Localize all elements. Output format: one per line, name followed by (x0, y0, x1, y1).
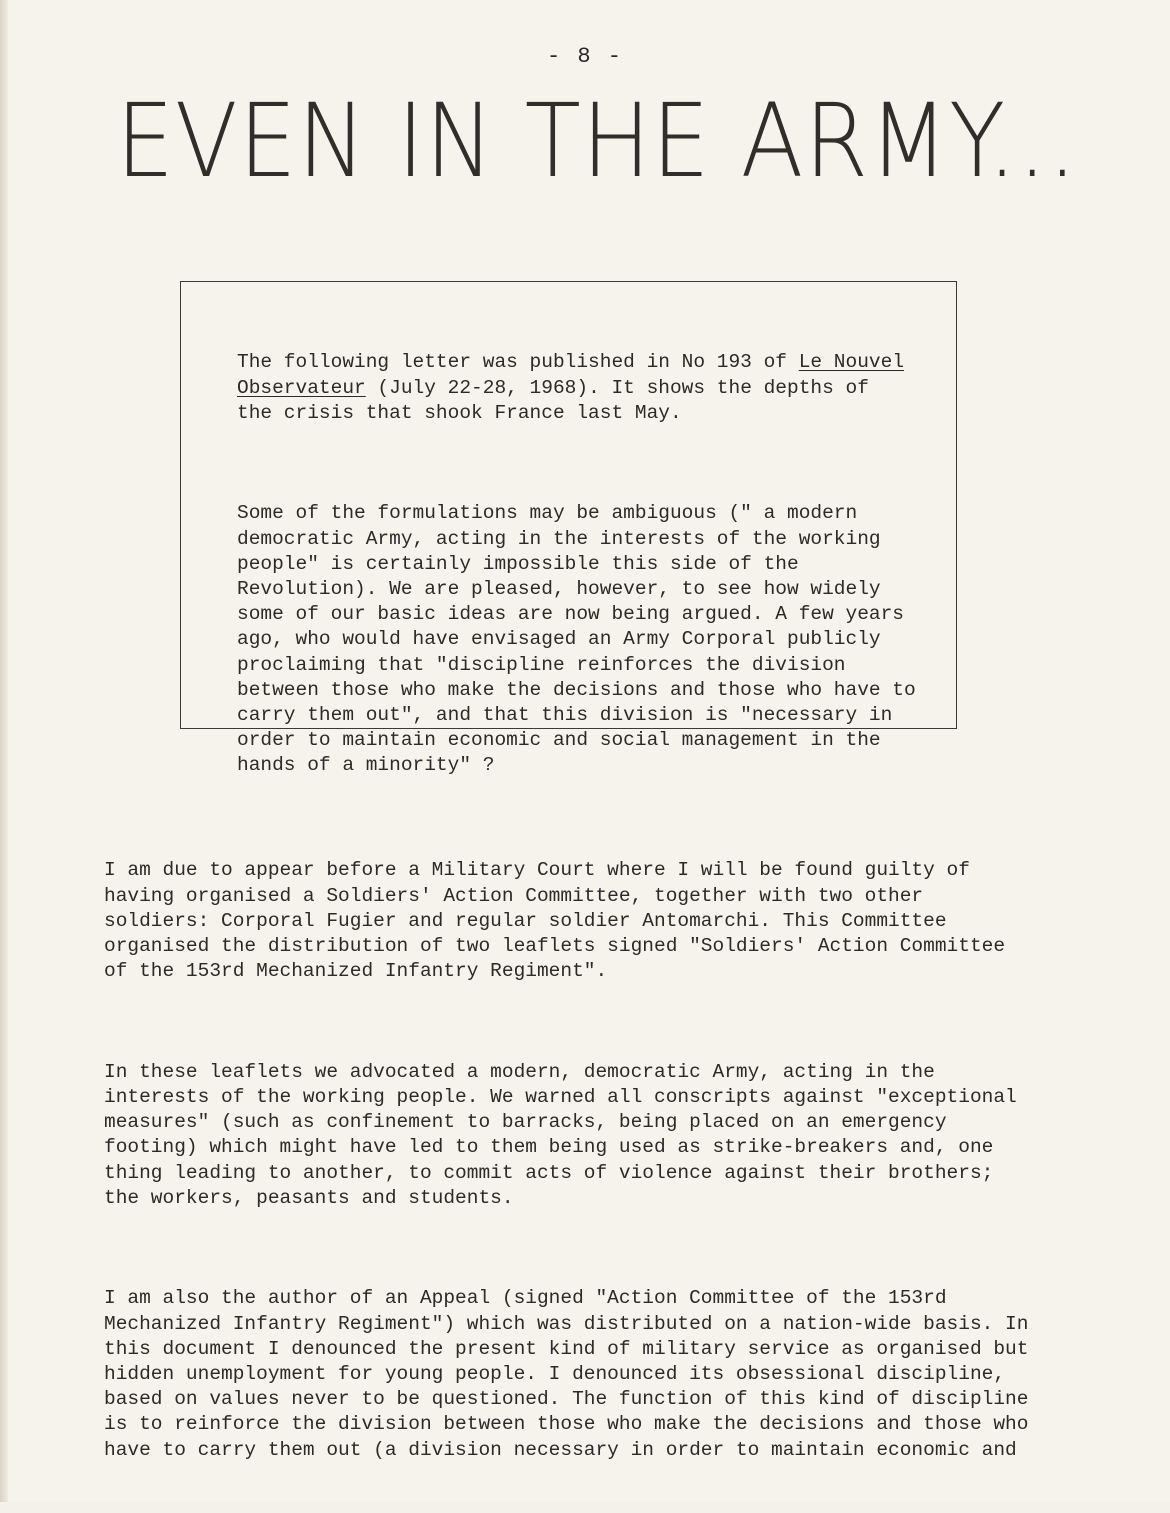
page-spine-shadow (0, 0, 8, 1502)
letter-paragraph-3: I am also the author of an Appeal (signed "Action Committee of the 153rd Mechanized Infantry Regiment") which was distributed on a nation-wide basis. In this document I denounced the present kind of military service as organised but hidden unemployment for young people. I denounced its obsessional discipline, based on values never to be questioned. The function of this kind of discipline is to reinforce the division between those who make the decisions and those who have to carry them out (a division necessary in order to maintain economic and (104, 1287, 1029, 1461)
publication-name: Le Nouvel Observateur (237, 351, 905, 399)
letter-paragraph-1: I am due to appear before a Military Court where I will be found guilty of having organised a Soldiers' Action Committee, together with two other soldiers: Corporal Fugier and regular soldier Antomarchi. This Committee organised the distribution of two leaflets signed "Soldiers' Action Committee of the 153rd Mechanized Infantry Regiment". (104, 859, 1006, 983)
letter-paragraph-2: In these leaflets we advocated a modern, democratic Army, acting in the interests of the working people. We warned all conscripts against "exceptional measures" (such as confinement to barracks, being placed on an emergency footing) which might have led to them being used as strike-breakers and, one thing leading to another, to commit acts of violence against their brothers; the workers, peasants and students. (104, 1060, 1017, 1209)
intro-paragraph-1 (237, 350, 937, 426)
intro-p1-before: The following letter was published in No 193 of (237, 351, 799, 374)
page-headline: EVEN IN THE ARMY... (116, 82, 1078, 201)
page-number: - 8 - (546, 44, 623, 69)
letter-body (104, 808, 1064, 1513)
intro-paragraph-2: Some of the formulations may be ambiguous (" a modern democratic Army, acting in the interests of the working people" is certainly impossible this side of the Revolution). We are pleased, however, to see how widely some of our basic ideas are now being argued. A few years ago, who would have envisaged an Army Corporal publicly proclaiming that "discipline reinforces the division between those who make the decisions and those who have to carry them out", and that this division is "necessary in order to maintain economic and social management in the hands of a minority" ? (237, 502, 916, 777)
intro-p1-after: (July 22-28, 1968). It shows the depths of the crisis that shook France last May. (237, 376, 869, 424)
editorial-intro-text (237, 300, 937, 829)
editorial-intro-box (180, 281, 957, 777)
